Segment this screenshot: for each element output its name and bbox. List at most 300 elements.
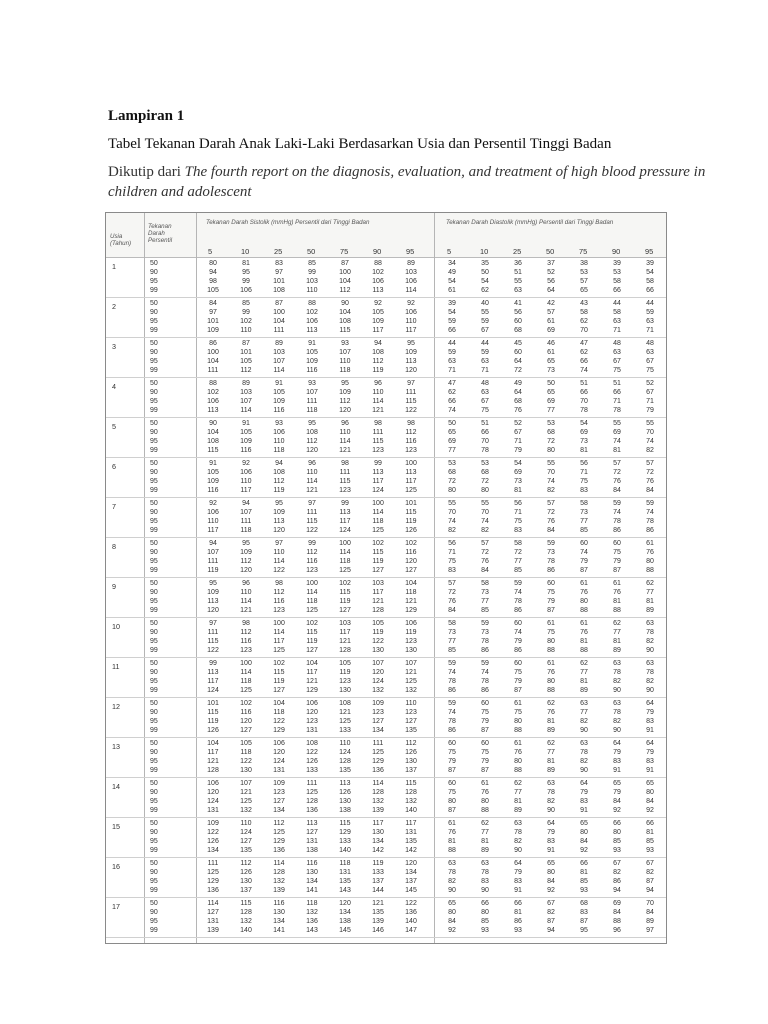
- diastolic-cell: 68: [448, 469, 456, 476]
- systolic-cell: 119: [372, 558, 384, 565]
- systolic-cell: 137: [240, 887, 252, 894]
- diastolic-cell: 51: [613, 380, 621, 387]
- row-divider: [106, 937, 666, 938]
- diastolic-cell: 86: [448, 727, 456, 734]
- diastolic-cell: 84: [613, 798, 621, 805]
- diastolic-cell: 61: [448, 820, 456, 827]
- systolic-cell: 123: [372, 709, 384, 716]
- diastolic-cell: 87: [547, 607, 555, 614]
- diastolic-cell: 80: [448, 798, 456, 805]
- row-divider: [106, 417, 666, 418]
- diastolic-cell: 50: [448, 420, 456, 427]
- diastolic-cell: 80: [547, 678, 555, 685]
- diastolic-cell: 66: [580, 860, 588, 867]
- diastolic-cell: 79: [481, 718, 489, 725]
- diastolic-cell: 65: [448, 429, 456, 436]
- diastolic-cell: 79: [547, 598, 555, 605]
- systolic-cell: 118: [339, 367, 351, 374]
- systolic-cell: 134: [273, 807, 285, 814]
- systolic-cell: 115: [306, 518, 318, 525]
- systolic-cell: 108: [339, 700, 351, 707]
- diastolic-cell: 89: [481, 847, 489, 854]
- diastolic-cell: 81: [580, 638, 588, 645]
- diastolic-cell: 61: [514, 700, 522, 707]
- diastolic-cell: 80: [514, 718, 522, 725]
- diastolic-cell: 74: [613, 438, 621, 445]
- diastolic-cell: 81: [613, 638, 621, 645]
- age-cell: 13: [112, 742, 120, 751]
- bp-percentile-cell: 95: [150, 318, 158, 325]
- diastolic-cell: 65: [448, 900, 456, 907]
- row-divider: [106, 577, 666, 578]
- diastolic-cell: 62: [481, 287, 489, 294]
- systolic-cell: 116: [207, 487, 219, 494]
- systolic-cell: 80: [209, 260, 217, 267]
- diastolic-cell: 39: [448, 300, 456, 307]
- diastolic-cell: 57: [580, 278, 588, 285]
- systolic-cell: 107: [306, 389, 318, 396]
- systolic-cell: 107: [240, 780, 252, 787]
- diastolic-cell: 64: [646, 700, 654, 707]
- bp-percentile-cell: 99: [150, 767, 158, 774]
- diastolic-cell: 62: [514, 780, 522, 787]
- systolic-cell: 110: [405, 700, 417, 707]
- systolic-cell: 110: [306, 287, 318, 294]
- systolic-cell: 102: [372, 269, 384, 276]
- diastolic-cell: 79: [646, 749, 654, 756]
- systolic-cell: 109: [339, 389, 351, 396]
- systolic-cell: 112: [372, 358, 384, 365]
- systolic-cell: 113: [405, 469, 417, 476]
- systolic-cell: 113: [273, 518, 285, 525]
- systolic-cell: 135: [372, 909, 384, 916]
- source-prefix: Dikutip dari: [108, 164, 185, 180]
- diastolic-cell: 86: [646, 527, 654, 534]
- systolic-cell: 116: [240, 709, 252, 716]
- systolic-cell: 97: [275, 540, 283, 547]
- diastolic-cell: 79: [547, 829, 555, 836]
- systolic-cell: 104: [273, 700, 285, 707]
- systolic-cell: 122: [306, 527, 318, 534]
- systolic-cell: 117: [273, 638, 285, 645]
- age-cell: 3: [112, 342, 116, 351]
- systolic-cell: 127: [240, 838, 252, 845]
- bp-percentile-cell: 95: [150, 558, 158, 565]
- bp-percentile-cell: 90: [150, 709, 158, 716]
- systolic-cell: 130: [306, 869, 318, 876]
- diastolic-cell: 68: [514, 327, 522, 334]
- systolic-cell: 113: [372, 469, 384, 476]
- systolic-cell: 117: [372, 478, 384, 485]
- systolic-cell: 125: [306, 789, 318, 796]
- diastolic-cell: 59: [448, 318, 456, 325]
- diastolic-cell: 85: [448, 647, 456, 654]
- systolic-cell: 138: [339, 918, 351, 925]
- systolic-cell: 108: [207, 438, 219, 445]
- systolic-cell: 104: [207, 358, 219, 365]
- systolic-cell: 121: [339, 447, 351, 454]
- systolic-cell: 131: [306, 727, 318, 734]
- systolic-cell: 106: [405, 620, 417, 627]
- systolic-cell: 111: [207, 558, 219, 565]
- systolic-cell: 94: [242, 500, 250, 507]
- diastolic-cell: 82: [481, 527, 489, 534]
- systolic-cell: 100: [405, 460, 417, 467]
- diastolic-cell: 71: [646, 398, 654, 405]
- systolic-cell: 106: [306, 700, 318, 707]
- diastolic-cell: 87: [613, 567, 621, 574]
- systolic-cell: 120: [273, 527, 285, 534]
- diastolic-cell: 82: [547, 487, 555, 494]
- diastolic-cell: 80: [481, 487, 489, 494]
- diastolic-cell: 37: [547, 260, 555, 267]
- diastolic-cell: 64: [646, 740, 654, 747]
- systolic-cell: 108: [306, 429, 318, 436]
- systolic-cell: 117: [339, 629, 351, 636]
- systolic-cell: 102: [273, 660, 285, 667]
- systolic-cell: 101: [240, 349, 252, 356]
- diastolic-cell: 62: [448, 389, 456, 396]
- systolic-cell: 131: [207, 918, 219, 925]
- systolic-cell: 108: [306, 740, 318, 747]
- diastolic-cell: 43: [580, 300, 588, 307]
- diastolic-cell: 83: [580, 909, 588, 916]
- systolic-cell: 92: [242, 460, 250, 467]
- systolic-cell: 94: [209, 269, 217, 276]
- bp-percentile-cell: 90: [150, 669, 158, 676]
- diastolic-cell: 84: [448, 607, 456, 614]
- systolic-cell: 113: [339, 509, 351, 516]
- bp-percentile-cell: 95: [150, 678, 158, 685]
- diastolic-cell: 61: [514, 740, 522, 747]
- diastolic-cell: 83: [448, 567, 456, 574]
- systolic-cell: 113: [207, 669, 219, 676]
- diastolic-cell: 73: [580, 509, 588, 516]
- systolic-cell: 119: [372, 367, 384, 374]
- systolic-cell: 125: [240, 798, 252, 805]
- diastolic-cell: 78: [547, 558, 555, 565]
- diastolic-cell: 67: [481, 327, 489, 334]
- bp-percentile-cell: 99: [150, 527, 158, 534]
- systolic-cell: 122: [273, 567, 285, 574]
- systolic-cell: 89: [275, 340, 283, 347]
- systolic-cell: 98: [209, 278, 217, 285]
- systolic-cell: 123: [240, 647, 252, 654]
- diastolic-cell: 62: [613, 620, 621, 627]
- systolic-cell: 120: [273, 749, 285, 756]
- diastolic-cell: 69: [613, 429, 621, 436]
- systolic-cell: 117: [306, 669, 318, 676]
- systolic-cell: 99: [308, 540, 316, 547]
- systolic-cell: 127: [339, 607, 351, 614]
- bp-percentile-cell: 50: [150, 260, 158, 267]
- systolic-cell: 100: [207, 349, 219, 356]
- systolic-cell: 118: [273, 447, 285, 454]
- diastolic-cell: 82: [646, 447, 654, 454]
- diastolic-cell: 77: [613, 629, 621, 636]
- bp-percentile-cell: 95: [150, 758, 158, 765]
- diastolic-cell: 85: [481, 607, 489, 614]
- diastolic-cell: 72: [547, 509, 555, 516]
- systolic-cell: 113: [207, 407, 219, 414]
- systolic-cell: 127: [306, 829, 318, 836]
- diastolic-cell: 74: [514, 629, 522, 636]
- systolic-cell: 112: [306, 549, 318, 556]
- bp-percentile-cell: 99: [150, 487, 158, 494]
- diastolic-cell: 87: [448, 807, 456, 814]
- systolic-cell: 112: [405, 740, 417, 747]
- systolic-cell: 100: [306, 580, 318, 587]
- systolic-cell: 115: [372, 549, 384, 556]
- systolic-cell: 122: [372, 638, 384, 645]
- systolic-cell: 112: [339, 398, 351, 405]
- systolic-cell: 116: [405, 549, 417, 556]
- diastolic-cell: 56: [448, 540, 456, 547]
- systolic-cell: 137: [372, 878, 384, 885]
- systolic-cell: 141: [306, 887, 318, 894]
- systolic-cell: 119: [306, 638, 318, 645]
- diastolic-cell: 88: [547, 647, 555, 654]
- diastolic-cell: 59: [646, 309, 654, 316]
- systolic-cell: 110: [405, 318, 417, 325]
- systolic-cell: 131: [339, 869, 351, 876]
- diastolic-cell: 90: [613, 727, 621, 734]
- diastolic-cell: 52: [514, 420, 522, 427]
- systolic-cell: 142: [405, 847, 417, 854]
- systolic-cell: 110: [240, 478, 252, 485]
- diastolic-cell: 58: [613, 309, 621, 316]
- diastolic-cell: 44: [613, 300, 621, 307]
- diastolic-cell: 67: [646, 389, 654, 396]
- systolic-cell: 118: [339, 860, 351, 867]
- systolic-cell: 109: [207, 478, 219, 485]
- systolic-cell: 139: [372, 918, 384, 925]
- systolic-cell: 114: [273, 629, 285, 636]
- systolic-cell: 107: [339, 349, 351, 356]
- systolic-cell: 95: [242, 269, 250, 276]
- systolic-cell: 109: [207, 327, 219, 334]
- diastolic-cell: 78: [580, 749, 588, 756]
- diastolic-cell: 82: [613, 678, 621, 685]
- diastolic-cell: 46: [547, 340, 555, 347]
- row-divider: [106, 537, 666, 538]
- diastolic-cell: 58: [613, 278, 621, 285]
- row-divider: [106, 657, 666, 658]
- systolic-cell: 89: [242, 380, 250, 387]
- bp-percentile-cell: 90: [150, 909, 158, 916]
- systolic-cell: 108: [273, 469, 285, 476]
- diastolic-cell: 74: [580, 549, 588, 556]
- diastolic-cell: 89: [547, 727, 555, 734]
- diastolic-cell: 88: [481, 807, 489, 814]
- bp-percentile-cell: 90: [150, 309, 158, 316]
- systolic-cell: 146: [372, 927, 384, 934]
- diastolic-cell: 76: [481, 789, 489, 796]
- diastolic-cell: 82: [547, 909, 555, 916]
- diastolic-cell: 63: [514, 820, 522, 827]
- systolic-cell: 123: [273, 607, 285, 614]
- diastolic-cell: 73: [481, 629, 489, 636]
- diastolic-cell: 78: [481, 638, 489, 645]
- diastolic-cell: 83: [613, 758, 621, 765]
- diastolic-cell: 81: [646, 598, 654, 605]
- diastolic-cell: 81: [580, 869, 588, 876]
- systolic-cell: 102: [306, 620, 318, 627]
- diastolic-cell: 61: [448, 287, 456, 294]
- diastolic-cell: 50: [547, 380, 555, 387]
- diastolic-cell: 82: [547, 798, 555, 805]
- diastolic-cell: 53: [580, 269, 588, 276]
- diastolic-cell: 58: [580, 500, 588, 507]
- systolic-cell: 124: [339, 527, 351, 534]
- bp-percentile-cell: 95: [150, 278, 158, 285]
- systolic-cell: 100: [240, 660, 252, 667]
- diastolic-cell: 60: [514, 318, 522, 325]
- systolic-cell: 95: [308, 420, 316, 427]
- systolic-cell: 128: [372, 789, 384, 796]
- diastolic-cell: 65: [580, 287, 588, 294]
- systolic-cell: 139: [207, 927, 219, 934]
- systolic-cell: 97: [209, 620, 217, 627]
- diastolic-cell: 68: [580, 900, 588, 907]
- systolic-cell: 117: [405, 478, 417, 485]
- diastolic-cell: 78: [613, 669, 621, 676]
- diastolic-cell: 75: [547, 589, 555, 596]
- diastolic-cell: 81: [547, 758, 555, 765]
- systolic-cell: 115: [405, 780, 417, 787]
- diastolic-cell: 72: [481, 478, 489, 485]
- systolic-cell: 90: [341, 300, 349, 307]
- diastolic-cell: 72: [481, 549, 489, 556]
- systolic-cell: 134: [339, 909, 351, 916]
- systolic-cell: 103: [273, 349, 285, 356]
- systolic-cell: 121: [372, 900, 384, 907]
- systolic-cell: 114: [207, 900, 219, 907]
- systolic-cell: 128: [207, 767, 219, 774]
- diastolic-cell: 84: [448, 918, 456, 925]
- systolic-cell: 96: [308, 460, 316, 467]
- diastolic-cell: 76: [547, 709, 555, 716]
- diastolic-cell: 88: [547, 687, 555, 694]
- diastolic-cell: 85: [580, 878, 588, 885]
- systolic-cell: 121: [207, 758, 219, 765]
- diastolic-cell: 90: [481, 887, 489, 894]
- systolic-cell: 87: [275, 300, 283, 307]
- diastolic-cell: 44: [481, 340, 489, 347]
- diastolic-cell: 77: [547, 749, 555, 756]
- diastolic-cell: 77: [580, 709, 588, 716]
- age-cell: 14: [112, 782, 120, 791]
- bp-percentile-cell: 50: [150, 700, 158, 707]
- systolic-cell: 127: [273, 798, 285, 805]
- systolic-cell: 125: [339, 567, 351, 574]
- systolic-cell: 109: [372, 318, 384, 325]
- systolic-cell: 126: [405, 527, 417, 534]
- diastolic-cell: 63: [580, 700, 588, 707]
- source-title: The fourth report on the diagnosis, evaluation, and treatment of high blood pressure in children and adolescent: [108, 164, 706, 200]
- age-cell: 6: [112, 462, 116, 471]
- diastolic-cell: 72: [448, 589, 456, 596]
- systolic-cell: 115: [405, 509, 417, 516]
- diastolic-cell: 58: [580, 309, 588, 316]
- bp-percentile-cell: 99: [150, 807, 158, 814]
- diastolic-cell: 91: [613, 767, 621, 774]
- bp-percentile-cell: 99: [150, 647, 158, 654]
- sys-height-percentile-50: 50: [307, 247, 316, 256]
- diastolic-cell: 80: [613, 829, 621, 836]
- diastolic-cell: 81: [580, 447, 588, 454]
- diastolic-cell: 64: [580, 780, 588, 787]
- diastolic-cell: 73: [448, 629, 456, 636]
- bp-percentile-cell: 95: [150, 718, 158, 725]
- bp-percentile-cell: 50: [150, 300, 158, 307]
- systolic-cell: 106: [405, 309, 417, 316]
- systolic-header: Tekanan Darah Sistolik (mmHg) Persentil dari Tinggi Badan: [206, 219, 370, 226]
- systolic-cell: 106: [273, 429, 285, 436]
- systolic-cell: 118: [306, 900, 318, 907]
- diastolic-cell: 62: [580, 318, 588, 325]
- diastolic-cell: 53: [448, 460, 456, 467]
- systolic-cell: 84: [209, 300, 217, 307]
- systolic-cell: 95: [341, 380, 349, 387]
- diastolic-cell: 53: [613, 269, 621, 276]
- diastolic-cell: 74: [547, 478, 555, 485]
- age-cell: 2: [112, 302, 116, 311]
- diastolic-cell: 59: [646, 500, 654, 507]
- systolic-cell: 91: [242, 420, 250, 427]
- bp-percentile-cell: 95: [150, 878, 158, 885]
- systolic-cell: 114: [339, 549, 351, 556]
- systolic-cell: 111: [306, 509, 318, 516]
- diastolic-cell: 64: [514, 358, 522, 365]
- systolic-cell: 112: [240, 629, 252, 636]
- diastolic-cell: 63: [613, 349, 621, 356]
- diastolic-cell: 81: [514, 798, 522, 805]
- diastolic-cell: 62: [580, 660, 588, 667]
- diastolic-cell: 56: [514, 309, 522, 316]
- diastolic-cell: 78: [448, 678, 456, 685]
- diastolic-cell: 66: [646, 820, 654, 827]
- diastolic-cell: 76: [580, 629, 588, 636]
- diastolic-cell: 73: [481, 589, 489, 596]
- systolic-cell: 129: [306, 687, 318, 694]
- systolic-cell: 141: [273, 927, 285, 934]
- bp-percentile-cell: 99: [150, 407, 158, 414]
- bp-percentile-cell: 50: [150, 740, 158, 747]
- systolic-cell: 123: [339, 678, 351, 685]
- systolic-cell: 122: [207, 647, 219, 654]
- systolic-cell: 109: [405, 349, 417, 356]
- diastolic-cell: 81: [646, 829, 654, 836]
- diastolic-cell: 84: [547, 878, 555, 885]
- diastolic-cell: 59: [481, 660, 489, 667]
- dia-height-percentile-10: 10: [480, 247, 489, 256]
- systolic-cell: 92: [209, 500, 217, 507]
- systolic-cell: 121: [306, 678, 318, 685]
- diastolic-cell: 80: [448, 487, 456, 494]
- diastolic-cell: 80: [547, 447, 555, 454]
- diastolic-cell: 88: [448, 847, 456, 854]
- systolic-cell: 117: [207, 527, 219, 534]
- diastolic-cell: 89: [646, 607, 654, 614]
- systolic-cell: 110: [339, 740, 351, 747]
- systolic-cell: 112: [273, 478, 285, 485]
- systolic-cell: 101: [207, 700, 219, 707]
- bp-percentile-cell: 50: [150, 620, 158, 627]
- systolic-cell: 123: [339, 487, 351, 494]
- dia-height-percentile-75: 75: [579, 247, 588, 256]
- diastolic-cell: 92: [547, 887, 555, 894]
